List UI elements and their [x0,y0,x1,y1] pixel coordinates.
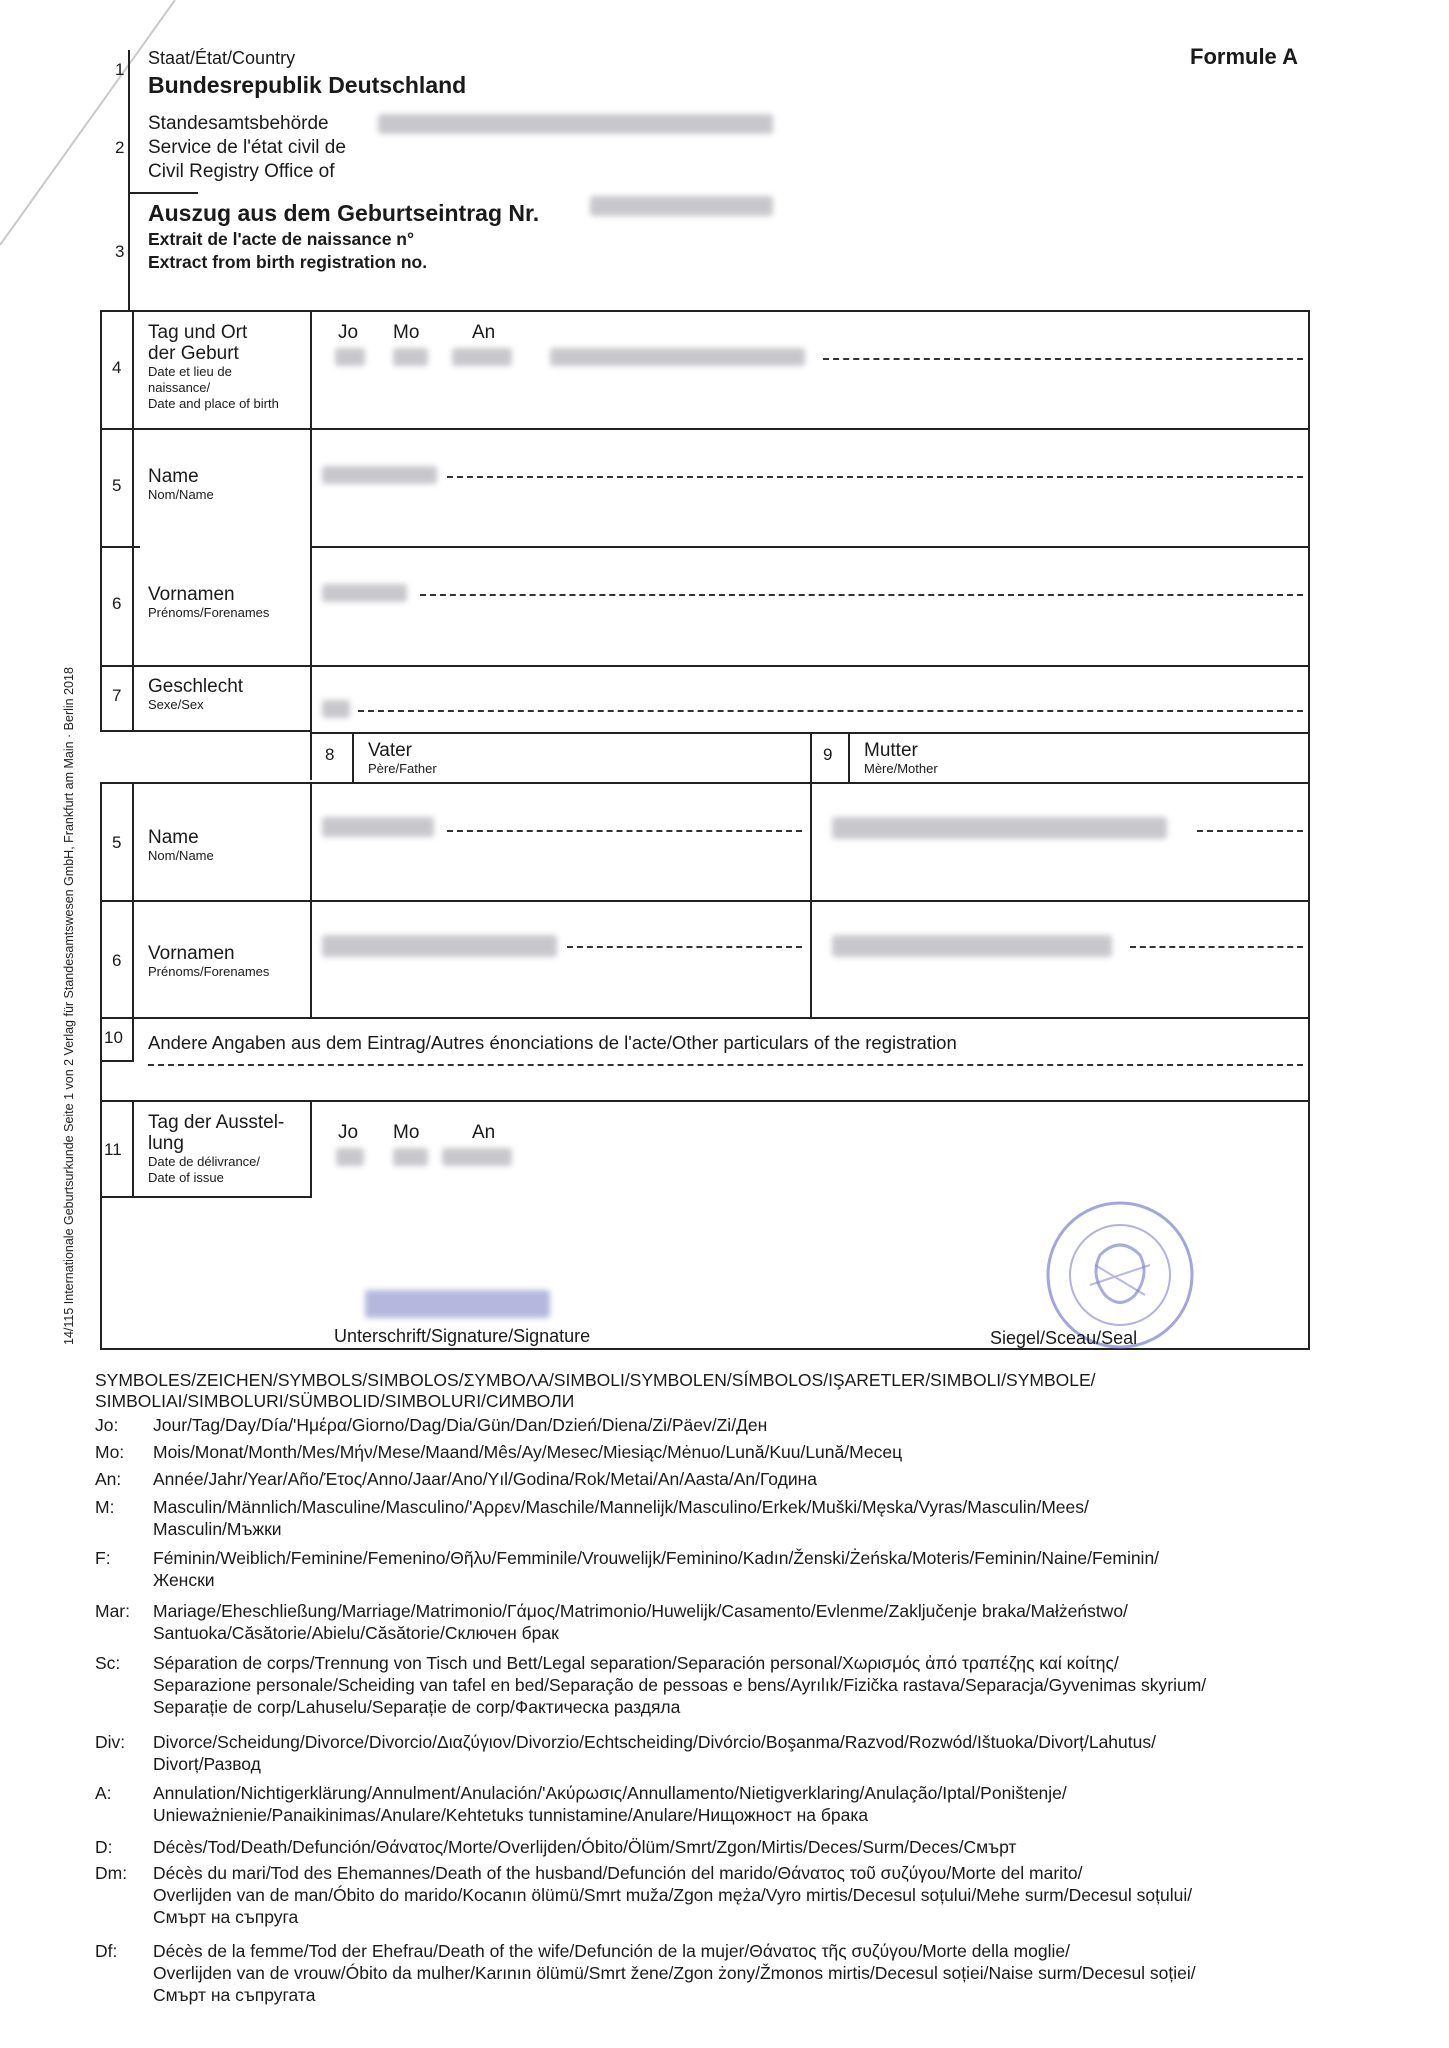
row-number-6b: 6 [112,951,122,970]
row-number-2: 2 [115,138,125,157]
redacted-issue-year [442,1148,512,1166]
sex-label [148,676,243,713]
row-number-9: 9 [823,745,833,764]
legend-text-line: Décès/Tod/Death/Defunción/Θάνατος/Morte/Overlijden/Óbito/Ölüm/Smrt/Zgon/Mirtis/Deces/Surm/Deces/Смърт [153,1837,1017,1857]
row-number-5: 5 [112,476,122,495]
legend-key: M: [95,1497,115,1517]
other-particulars-label: Andere Angaben aus dem Eintrag/Autres énonciations de l'acte/Other particulars of the registration [148,1032,957,1053]
registry-en: Civil Registry Office of [148,161,335,182]
mother-label-sub: Mère/Mother [864,761,938,776]
name-dashline [447,476,1303,478]
legend-text-line: Divorț/Развод [153,1754,261,1774]
legend-text-line: Masculin/Männlich/Masculine/Masculino/'Αρρεν/Maschile/Mannelijk/Masculino/Erkek/Muški/Męska/Vyras/Masculin/Mees/ [153,1497,1089,1517]
redacted-mother-vornamen [832,935,1112,957]
father-label [368,740,437,777]
redacted-father-name [322,817,434,837]
issue-label-1: Tag der Ausstel- [148,1112,285,1133]
father-vornamen-dashline [567,946,802,948]
birth-label-de-2: der Geburt [148,343,239,364]
label-col-rule-3 [310,1100,312,1198]
parent-vornamen-label [148,943,269,980]
row-number-6: 6 [112,594,122,613]
legend-key: Jo: [95,1415,119,1435]
name-label-main: Name [148,466,199,487]
row-number-11: 11 [104,1140,122,1159]
registry-office-label [148,112,346,184]
label-col-rule [310,310,312,780]
row-divider-5 [310,546,1310,548]
legend-text-line: Santuoka/Căsătorie/Abielu/Căsătorie/Сключен брак [153,1623,559,1643]
row-number-8: 8 [325,745,335,764]
row-number-10: 10 [104,1028,123,1047]
extract-title [148,198,539,274]
issue-jo: Jo [338,1122,359,1143]
legend-key: Mo: [95,1442,125,1462]
mother-vornamen-dashline [1130,946,1303,948]
redacted-birth-month [393,348,428,366]
registry-de: Standesamtsbehörde [148,113,329,134]
row-divider-10 [100,1100,1310,1102]
parents-header-gap [100,732,310,784]
birth-label-en: Date and place of birth [148,396,279,411]
legend-key: F: [95,1548,111,1568]
sex-label-main: Geschlecht [148,676,244,697]
legend-text-line: Separazione personale/Scheiding van tafel en bed/Separação de pessoas e bens/Ayrılık/Fizička rastava/Separacja/Gyvenimas skyrium/ [153,1675,1207,1695]
legend-text-line: Divorce/Scheidung/Divorce/Divorcio/Διαζύγιον/Divorzio/Echtscheiding/Divórcio/Boşanma/Razvod/Rozwód/Ištuoka/Divorț/Lahutus/ [153,1732,1156,1752]
birth-label-fr-2: naissance/ [148,380,211,395]
legend-key: Sc: [95,1653,121,1673]
legend-text-line: Overlijden van de vrouw/Óbito da mulher/Karının ölümü/Smrt žene/Zgon żony/Žmonos mirtis/Decesul soției/Naise surm/Decesul soției/ [153,1963,1196,1983]
father-label-sub: Père/Father [368,761,437,776]
vornamen-dashline [420,594,1303,596]
extract-de: Auszug aus dem Geburtseintrag Nr. [148,200,540,226]
publisher-side-text: 14/115 Internationale Geburtsurkunde Seite 1 von 2 Verlag für Standesamtswesen GmbH, Frankfurt am Main · Berlin 2018 [62,667,76,1345]
redacted-vornamen [322,584,407,602]
redacted-birth-year [452,348,512,366]
num-col-rule [132,310,134,430]
legend-text-line: Masculin/Мъжки [153,1519,282,1539]
name-label [148,466,214,503]
father-name-dashline [447,830,802,832]
redacted-registration-number [590,196,773,216]
row-number-7: 7 [112,686,122,705]
sex-label-sub: Sexe/Sex [148,697,204,712]
legend-key: Div: [95,1732,126,1752]
issue-sub-2: Date of issue [148,1170,224,1185]
formule-label: Formule A [1190,44,1298,69]
legend-heading-2: SIMBOLIAI/SIMBOLURI/SÜMBOLID/SIMBOLURI/СИМВОЛИ [95,1391,575,1411]
birth-an: An [472,322,496,343]
father-label-main: Vater [368,740,413,761]
mother-label-main: Mutter [864,740,918,761]
row-divider-4 [100,428,1310,430]
vornamen-label [148,584,269,621]
legend-key: Dm: [95,1863,128,1883]
legend-text-line: Mariage/Eheschließung/Marriage/Matrimonio/Γάμος/Matrimonio/Huwelijk/Casamento/Evlenme/Zaključenje braka/Małżeństwo/ [153,1601,1128,1621]
birth-label-fr-1: Date et lieu de [148,364,232,379]
legend-key: An: [95,1469,122,1489]
redacted-father-vornamen [322,935,557,957]
seal-label: Siegel/Sceau/Seal [990,1328,1138,1348]
birth-label-de-1: Tag und Ort [148,322,248,343]
name-label-sub: Nom/Name [148,487,214,502]
issue-sub-1: Date de délivrance/ [148,1154,261,1169]
row-divider-6 [100,665,1310,667]
legend-text-line: Féminin/Weiblich/Feminine/Femenino/Θῆλυ/Femminile/Vrouwelijk/Feminino/Kadın/Ženski/Żeńska/Moteris/Feminin/Naine/Feminin/ [153,1548,1160,1568]
signature-label: Unterschrift/Signature/Signature [334,1326,591,1346]
legend-key: Df: [95,1941,118,1961]
birth-jo: Jo [338,322,359,343]
registry-fr: Service de l'état civil de [148,137,346,158]
country-label: Staat/État/Country [148,48,296,68]
extract-en: Extract from birth registration no. [148,252,428,272]
redacted-birth-day [335,348,365,366]
parent-vornamen-label-main: Vornamen [148,943,235,964]
father-num-rule [352,732,354,784]
legend-text-line: Separație de corp/Lahuselu/Separație de corp/Фактическа раздяла [153,1697,681,1717]
issue-label [148,1112,308,1186]
legend-heading [95,1370,1096,1412]
issue-label-2: lung [148,1133,184,1154]
redacted-issue-month [393,1148,428,1166]
legend-text-line: Annulation/Nichtigerklärung/Annulment/Anulación/'Ακύρωσις/Annullamento/Nietigverklaring/Anulação/Iptal/Poništenje/ [153,1783,1067,1803]
mother-label [864,740,938,777]
row11-label-bottom [100,1196,312,1198]
row-number-1: 1 [115,60,125,79]
legend-key: A: [95,1783,112,1803]
parents-bottom-divider [100,1017,1310,1019]
sex-dashline [358,710,1303,712]
legend-text-line: Женски [153,1570,215,1590]
parent-name-label-main: Name [148,827,199,848]
num-col-rule-5 [132,1100,134,1198]
parents-middle-rule [810,732,812,1017]
parent-vornamen-label-sub: Prénoms/Forenames [148,964,270,979]
num-col-rule-4 [132,1017,134,1062]
row-number-5b: 5 [112,833,122,852]
header-left-rule [128,50,130,310]
legend-heading-1: SYMBOLES/ZEICHEN/SYMBOLS/SIMBOLOS/ΣΥΜΒΟΛΑ/SIMBOLI/SYMBOLEN/SÍMBOLOS/IŞARETLER/SIMBOLI/SYMBOLE/ [95,1370,1096,1390]
birth-mo: Mo [393,322,420,343]
redacted-registry-office [378,114,773,134]
birth-label [148,322,308,412]
legend-text-line: Смърт на съпругата [153,1985,316,2005]
row-number-3: 3 [115,242,125,261]
legend-text-line: Décès de la femme/Tod der Ehefrau/Death of the wife/Defunción de la mujer/Θάνατος τῆς συζύγου/Morte della moglie/ [153,1941,1070,1961]
legend-key: D: [95,1837,113,1857]
legend-key: Mar: [95,1601,130,1621]
row-divider-5b [100,546,140,548]
parents-header-divider [100,782,1310,784]
legend-text-line: Mois/Monat/Month/Mes/Μήν/Mese/Maand/Mês/Ay/Mesec/Miesiąc/Mėnuo/Lună/Kuu/Lună/Месец [153,1442,903,1462]
issue-an: An [472,1122,496,1143]
mother-num-rule [848,732,850,784]
redacted-sex [322,700,350,718]
country-value: Bundesrepublik Deutschland [148,72,467,98]
vornamen-label-main: Vornamen [148,584,235,605]
redacted-name [322,466,437,484]
redacted-birth-place [550,348,805,366]
birth-dashline [823,358,1303,360]
extract-fr: Extrait de l'acte de naissance n° [148,229,414,249]
other-dashline [148,1064,1303,1066]
redacted-issue-day [336,1148,364,1166]
row-number-4: 4 [112,358,122,377]
legend-text-line: Unieważnienie/Panaikinimas/Anulare/Kehtetuks tunnistamine/Anulare/Нищожност на брака [153,1805,869,1825]
legend-text-line: Jour/Tag/Day/Día/'Ημέρα/Giorno/Dag/Dia/Gün/Dan/Dzień/Diena/Zi/Päev/Zi/Ден [153,1415,768,1435]
legend-text-line: Overlijden van de man/Óbito do marido/Kocanın ölümü/Smrt muža/Zgon męża/Vyro mirtis/Decesul soțului/Mehe surm/Decesul soțului/ [153,1885,1193,1905]
mother-name-dashline [1197,830,1303,832]
vornamen-label-sub: Prénoms/Forenames [148,605,270,620]
row10-num-bottom [100,1060,134,1062]
parents-row-divider [100,900,1310,902]
redacted-signature [365,1290,550,1318]
header-divider [128,192,198,194]
parent-name-label-sub: Nom/Name [148,848,214,863]
num-col-rule-2 [132,428,134,778]
legend-text-line: Année/Jahr/Year/Año/Έτος/Anno/Jaar/Ano/Yıl/Godina/Rok/Metai/An/Aasta/An/Година [153,1469,818,1489]
redacted-mother-name [832,817,1167,839]
issue-mo: Mo [393,1122,420,1143]
parent-name-label [148,827,214,864]
legend-text-line: Смърт на съпруга [153,1907,299,1927]
legend-text-line: Décès du mari/Tod des Ehemannes/Death of the husband/Defunción del marido/Θάνατος τοῦ συζύγου/Morte del marito/ [153,1863,1083,1883]
legend-text-line: Séparation de corps/Trennung von Tisch und Bett/Legal separation/Separación personal/Χωρισμός ἀπό τραπέζης καί κοίτης/ [153,1653,1119,1673]
